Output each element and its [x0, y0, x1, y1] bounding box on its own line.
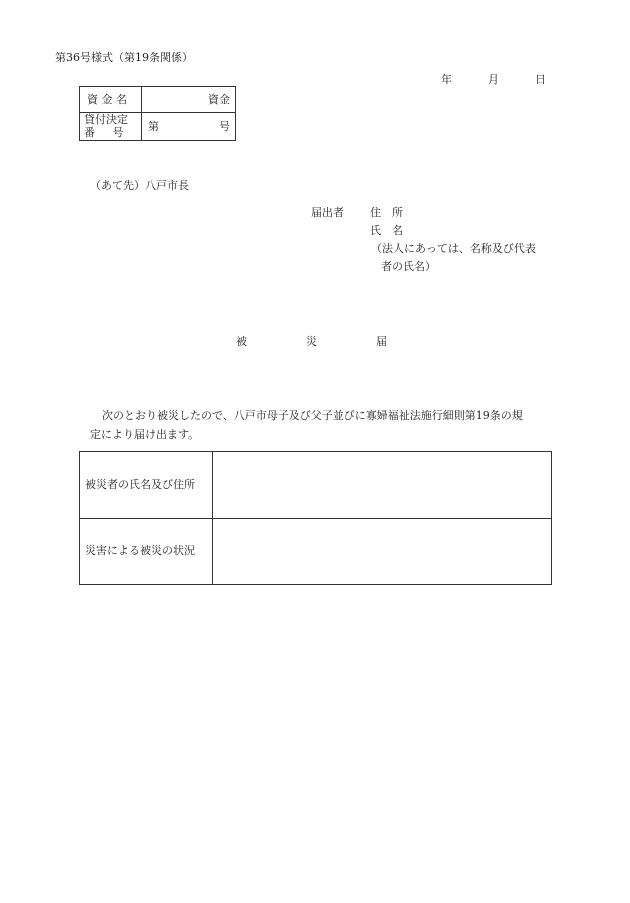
loan-number-prefix: 第	[148, 120, 159, 133]
body-text-line2: 定により届け出ます。	[90, 428, 200, 441]
addressee: （あて先）八戸市長	[90, 179, 189, 192]
fund-table-divider-vertical	[141, 87, 142, 140]
date-day: 日	[535, 73, 546, 86]
applicant-label: 届出者	[311, 206, 344, 219]
main-table-divider-horizontal	[80, 518, 551, 519]
date-month: 月	[488, 73, 499, 86]
title-char-1: 被	[236, 335, 247, 348]
body-text-line1: 次のとおり被災したので、八戸市母子及び父子並びに寡婦福祉法施行細則第19条の規	[102, 409, 523, 422]
corp-note-line1: （法人にあっては、名称及び代表	[371, 242, 536, 255]
loan-number-suffix: 号	[219, 120, 230, 133]
damage-status-label: 災害による被災の状況	[85, 544, 195, 557]
corp-note-line2: 者の氏名）	[381, 260, 436, 273]
victim-name-address-label: 被災者の氏名及び住所	[85, 478, 195, 491]
main-table-divider-vertical	[212, 452, 213, 584]
disaster-info-table	[79, 451, 552, 585]
loan-label-line1: 貸付決定	[84, 113, 128, 126]
title-char-2: 災	[306, 335, 317, 348]
loan-label-line2: 番 号	[84, 126, 124, 139]
name-label: 氏 名	[370, 224, 403, 237]
form-number: 第36号様式（第19条関係）	[55, 51, 193, 64]
address-label: 住 所	[370, 206, 403, 219]
fund-suffix: 資金	[208, 93, 230, 106]
date-year: 年	[441, 73, 452, 86]
fund-name-label: 資 金 名	[87, 93, 127, 106]
title-char-3: 届	[376, 335, 387, 348]
